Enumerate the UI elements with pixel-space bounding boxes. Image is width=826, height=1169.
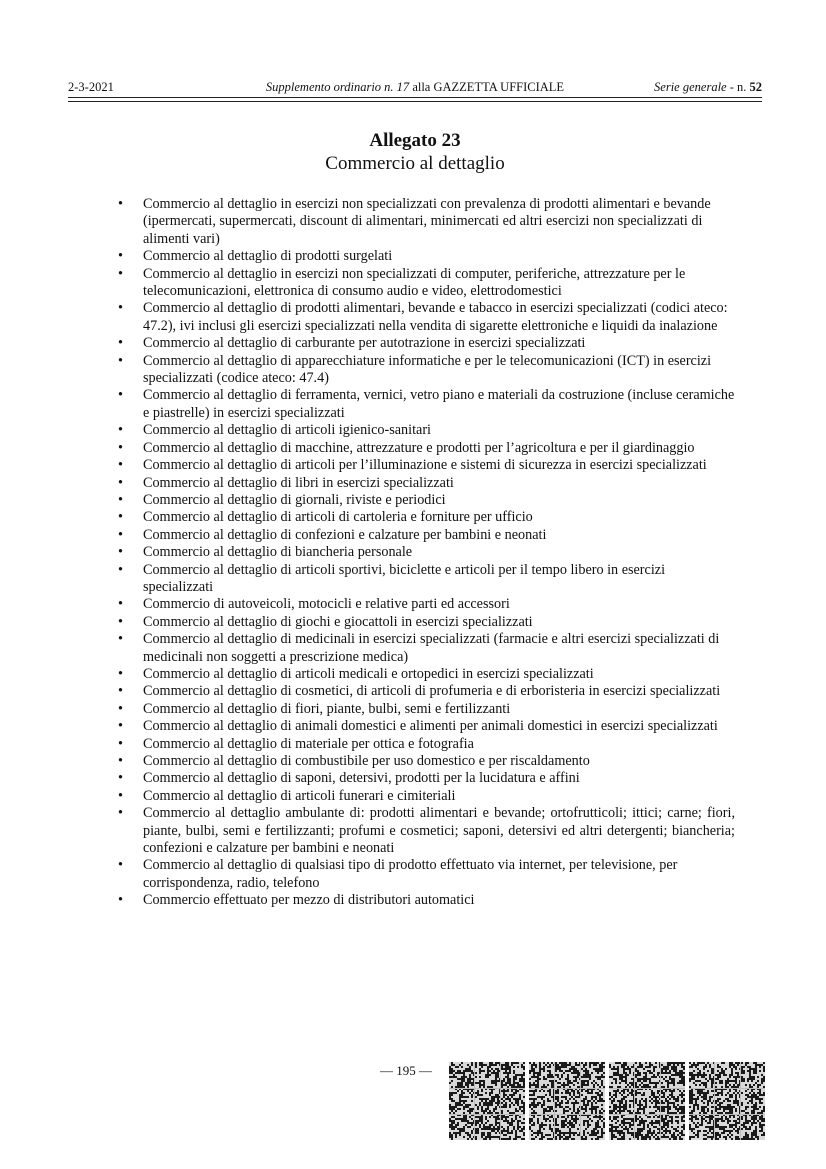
list-item-text: Commercio al dettaglio di giornali, riviste e periodici: [143, 491, 446, 508]
bullet-icon: •: [118, 352, 123, 369]
bullet-icon: •: [118, 509, 123, 526]
list-item-text: Commercio di autoveicoli, motocicli e relative parti ed accessori: [143, 596, 510, 613]
bullet-icon: •: [118, 544, 123, 561]
list-item-text: Commercio al dettaglio di articoli per l’illuminazione e sistemi di sicurezza in esercizi specializzati: [143, 457, 707, 474]
list-item-text: Commercio effettuato per mezzo di distributori automatici: [143, 892, 475, 909]
list-item: [118, 353, 735, 388]
list-item-text: Commercio al dettaglio di materiale per ottica e fotografia: [143, 735, 474, 752]
list-item: [118, 544, 735, 561]
list-item-text: Commercio al dettaglio di qualsiasi tipo di prodotto effettuato via internet, per televisione, per corrispondenza, radio, telefono: [143, 857, 678, 891]
list-item-text: Commercio al dettaglio di macchine, attrezzature e prodotti per l’agricoltura e per il giardinaggio: [143, 439, 695, 456]
bullet-icon: •: [118, 439, 123, 456]
list-item-text: Commercio al dettaglio di combustibile per uso domestico e per riscaldamento: [143, 753, 590, 769]
list-item-text: Commercio al dettaglio di medicinali in esercizi specializzati (farmacie e altri esercizi specializzati di medicinali non soggetti a prescrizione medica): [143, 631, 720, 665]
bullet-icon: •: [118, 735, 123, 752]
bullet-icon: •: [118, 631, 123, 648]
list-item-text: Commercio al dettaglio di cosmetici, di articoli di profumeria e di erboristeria in esercizi specializzati: [143, 683, 721, 700]
list-item: [118, 492, 735, 509]
qr-code-block: [529, 1062, 605, 1140]
list-item: [118, 857, 735, 892]
bullet-icon: •: [118, 491, 123, 508]
qr-code-block: [449, 1062, 525, 1140]
list-item: [118, 527, 735, 544]
list-item-text: Commercio al dettaglio di articoli funerari e cimiteriali: [143, 787, 456, 804]
list-item-text: Commercio al dettaglio di articoli medicali e ortopedici in esercizi specializzati: [143, 665, 594, 682]
header-gazette: alla GAZZETTA UFFICIALE: [409, 80, 565, 94]
list-item: [118, 736, 735, 753]
bullet-icon: •: [118, 857, 123, 874]
bullet-icon: •: [118, 196, 123, 212]
list-item: [118, 788, 735, 805]
header-rule-top: [68, 97, 762, 98]
list-item-text: Commercio al dettaglio di biancheria personale: [143, 544, 413, 561]
bullet-icon: •: [118, 248, 123, 265]
bullet-icon: •: [118, 665, 123, 682]
bullet-icon: •: [118, 457, 123, 474]
list-item-text: Commercio al dettaglio di libri in esercizi specializzati: [143, 474, 454, 491]
list-item: [118, 753, 735, 770]
qr-code-block: [609, 1062, 685, 1140]
page-number: — 195 —: [380, 1063, 432, 1078]
header-series-n: n.: [737, 80, 750, 94]
annex-title: Allegato 23: [369, 130, 461, 151]
header-rule-bottom: [68, 101, 762, 102]
bullet-icon: •: [118, 892, 123, 909]
list-item-text: Commercio al dettaglio ambulante di: prodotti alimentari e bevande; ortofrutticoli; ittici; carne; fiori, piante, bulbi, semi e fertilizzanti; profumi e cosmetici; saponi, detersivi ed altri detergenti; biancheria; confezioni e calzature per bambini e neonati: [143, 805, 735, 857]
header-date: 2-3-2021: [68, 80, 114, 94]
list-item-text: Commercio al dettaglio in esercizi non specializzati di computer, periferiche, attrezzature per le telecomunicazioni, elettronica di consumo audio e video, elettrodomestici: [143, 265, 686, 300]
page-header: [68, 80, 762, 96]
list-item: [118, 631, 735, 666]
list-item: [118, 475, 735, 492]
bullet-icon: •: [118, 561, 123, 578]
list-item-text: Commercio al dettaglio di apparecchiature informatiche e per le telecomunicazioni (ICT) in esercizi specializzati (codice ateco: 47.4): [143, 352, 712, 387]
bullet-icon: •: [118, 753, 123, 769]
list-item: [118, 422, 735, 439]
bullet-icon: •: [118, 596, 123, 613]
list-item-text: Commercio al dettaglio di carburante per autotrazione in esercizi specializzati: [143, 335, 586, 352]
list-item: [118, 440, 735, 457]
activity-list: [118, 196, 735, 910]
bullet-icon: •: [118, 526, 123, 543]
bullet-icon: •: [118, 613, 123, 630]
bullet-icon: •: [118, 805, 123, 822]
bullet-icon: •: [118, 335, 123, 352]
list-item-text: Commercio al dettaglio di prodotti alimentari, bevande e tabacco in esercizi specializzati (codici ateco: 47.2), ivi inclusi gli esercizi specializzati nella vendita di sigarette elettroniche e liquidi da inalazione: [143, 300, 728, 334]
bullet-icon: •: [118, 700, 123, 717]
list-item: [118, 196, 735, 248]
list-item: [118, 666, 735, 683]
list-item-text: Commercio al dettaglio in esercizi non specializzati con prevalenza di prodotti alimentari e bevande (ipermercati, supermercati, discount di alimentari, minimercati ed altri esercizi non specializzati di alimenti vari): [143, 196, 711, 247]
list-item-text: Commercio al dettaglio di articoli igienico-sanitari: [143, 422, 431, 439]
list-item: [118, 596, 735, 613]
list-item-text: Commercio al dettaglio di articoli sportivi, biciclette e articoli per il tempo libero in esercizi specializzati: [143, 561, 666, 595]
list-item: [118, 701, 735, 718]
list-item: [118, 892, 735, 909]
list-item-text: Commercio al dettaglio di giochi e giocattoli in esercizi specializzati: [143, 613, 533, 630]
bullet-icon: •: [118, 770, 123, 787]
header-series-label: Serie generale -: [654, 80, 737, 94]
list-item-text: Commercio al dettaglio di prodotti surgelati: [143, 248, 393, 265]
header-supplement: Supplemento ordinario n. 17: [265, 80, 410, 94]
bullet-icon: •: [118, 300, 123, 317]
list-item: [118, 718, 735, 735]
qr-code-strip: [449, 1062, 767, 1140]
bullet-icon: •: [118, 718, 123, 735]
bullet-icon: •: [118, 787, 123, 804]
list-item-text: Commercio al dettaglio di confezioni e calzature per bambini e neonati: [143, 526, 547, 543]
qr-code-block: [689, 1062, 765, 1140]
header-series: [654, 80, 762, 95]
list-item-text: Commercio al dettaglio di articoli di cartoleria e forniture per ufficio: [143, 509, 533, 526]
list-item: [118, 614, 735, 631]
bullet-icon: •: [118, 474, 123, 491]
list-item: [118, 562, 735, 597]
list-item-text: Commercio al dettaglio di saponi, detersivi, prodotti per la lucidatura e affini: [143, 770, 580, 787]
list-item: [118, 805, 735, 857]
list-item: [118, 300, 735, 335]
list-item: [118, 683, 735, 700]
list-item: [118, 770, 735, 787]
list-item: [118, 248, 735, 265]
bullet-icon: •: [118, 683, 123, 700]
list-item: [118, 335, 735, 352]
list-item: [118, 457, 735, 474]
bullet-icon: •: [118, 422, 123, 439]
annex-subtitle: Commercio al dettaglio: [325, 153, 505, 174]
list-item: [118, 266, 735, 301]
header-series-number: 52: [749, 80, 762, 94]
list-item-text: Commercio al dettaglio di animali domestici e alimenti per animali domestici in esercizi specializzati: [143, 718, 718, 735]
list-item: [118, 387, 735, 422]
list-item-text: Commercio al dettaglio di fiori, piante, bulbi, semi e fertilizzanti: [143, 700, 511, 717]
bullet-icon: •: [118, 387, 123, 404]
list-item: [118, 509, 735, 526]
bullet-icon: •: [118, 265, 123, 282]
list-item-text: Commercio al dettaglio di ferramenta, vernici, vetro piano e materiali da costruzione (incluse ceramiche e piastrelle) in esercizi specializzati: [143, 387, 735, 421]
